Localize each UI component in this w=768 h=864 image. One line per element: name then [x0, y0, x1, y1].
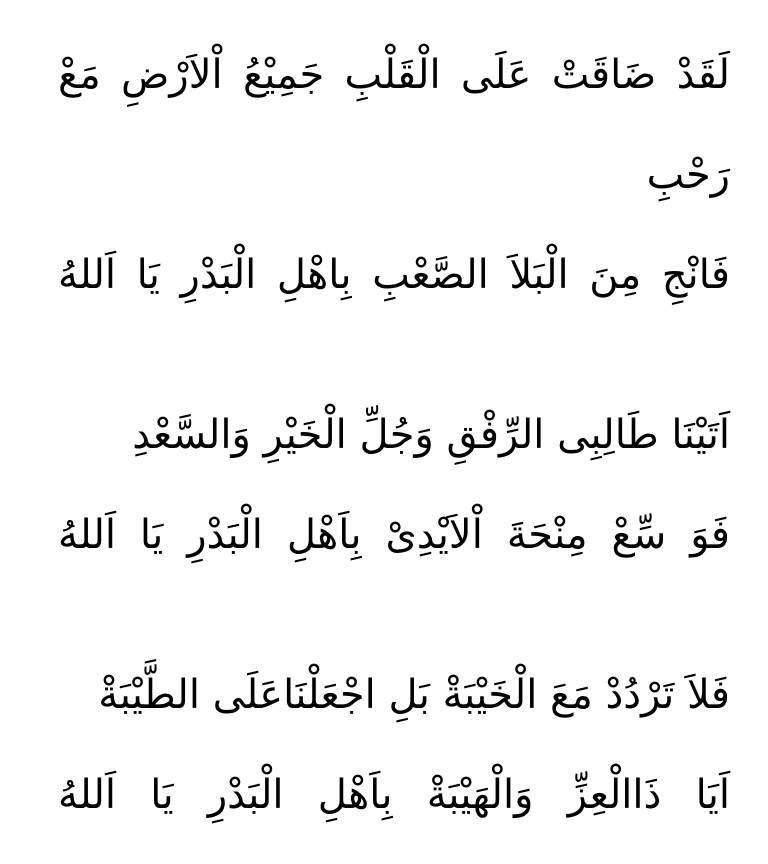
poem-line: فَلاَ تَرْدُدْ مَعَ الْخَيْبَةْ بَلِ اجْعَلْنَاعَلَى الطَّيْبَةْ — [98, 672, 730, 718]
poem-line: اَيَا ذَاالْعِزِّ وَالْهَيْبَةْ بِاَهْلِ الْبَدْرِ يَا اَللهُ — [58, 772, 730, 818]
poem-line: فَانْجِ مِنَ الْبَلاَ الصَّعْبِ بِاهْلِ الْبَدْرِ يَا اَللهُ — [58, 252, 730, 298]
poem-stanza — [58, 25, 730, 325]
poem-line: لَقَدْ ضَاقَتْ عَلَى الْقَلْبِ جَمِيْعُ اْلاَرْضِ مَعْ — [58, 52, 730, 98]
poem-line: رَحْبِ — [646, 152, 730, 198]
poem-line: اَتَيْنَا طَالِبِى الرِّفْقِ وَجُلِّ الْخَيْرِ وَالسَّعْدِ — [132, 412, 730, 458]
poem-line: فَوَ سِّعْ مِنْحَةَ اْلاَيْدِىْ بِاَهْلِ الْبَدْرِ يَا اَللهُ — [58, 512, 730, 558]
poem-stanza — [58, 645, 730, 845]
poem-stanza — [58, 385, 730, 585]
